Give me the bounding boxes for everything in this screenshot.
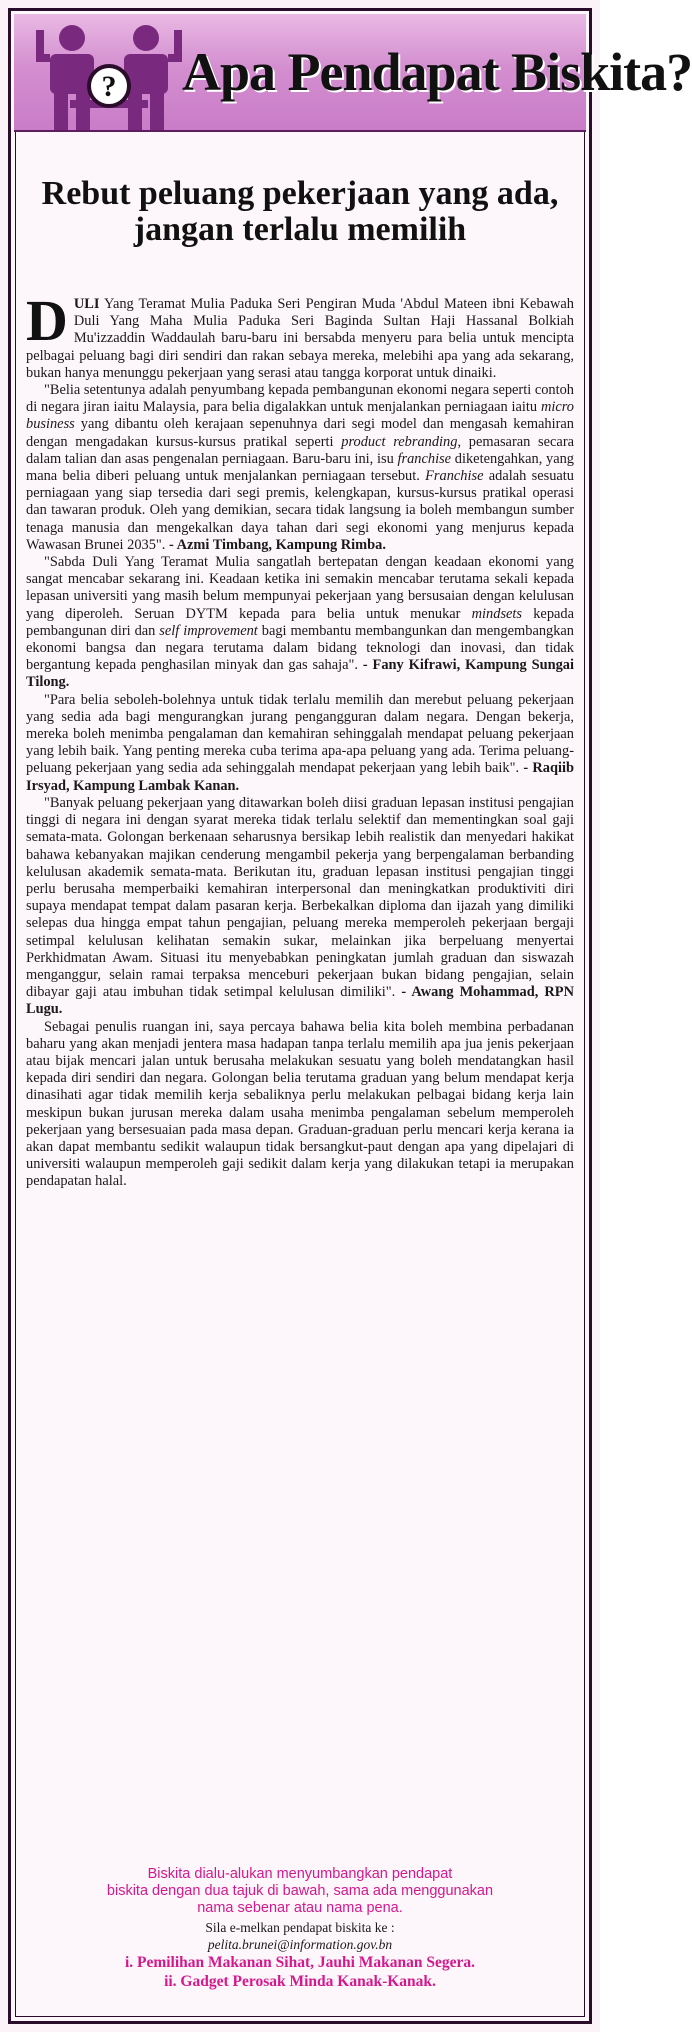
paragraph-1-text: Yang Teramat Mulia Paduka Seri Pengiran Muda 'Abdul Mateen ibni Kebawah Duli Yang Maha Mulia Paduka Seri Baginda Sultan Haji Hassanal Bolkiah Mu'izzaddin Waddaulah baru-baru ini bersabda menyeru para belia untuk mencipta pelbagai peluang bagi diri sendiri dan rakan sebaya mereka, melebihi apa yang ada sekarang, bukan hanya menunggu pekerjaan yang serasi atau tangga korporat untuk dinaiki. [26, 296, 574, 381]
paragraph-2 [26, 382, 574, 554]
article-headline: Rebut peluang pekerjaan yang ada, jangan terlalu memilih [41, 175, 559, 248]
drop-cap: D [26, 288, 68, 353]
paragraph-3 [26, 554, 574, 692]
people-question-icon [34, 20, 184, 132]
paragraph-3-text-a: "Sabda Duli Yang Teramat Mulia sangatlah bertepatan dengan keadaan ekonomi yang sangat mencabar sekarang ini. Keadaan ketika ini semakin mencabar terutama sekali kepada lepasan universiti yang masih belum mempunyai pekerjaan yang bersusaian dengan kelulusan yang diperoleh. Seruan DYTM kepada para belia untuk menukar [26, 554, 574, 622]
submission-footer [30, 1866, 570, 1991]
lead-caps: ULI [73, 296, 100, 312]
svg-text:?: ? [101, 70, 117, 103]
paragraph-2-text-a: "Belia setentunya adalah penyumbang kepada pembangunan ekonomi negara seperti contoh di negara jiran iaitu Malaysia, para belia digalakkan untuk menjalankan perniagaan iaitu [26, 382, 574, 416]
italic-term: product rebranding [341, 433, 458, 450]
topic-1: i. Pemilihan Makanan Sihat, Jauhi Makanan Segera. [124, 1954, 476, 1971]
article-body [26, 288, 574, 1191]
column-title: Apa Pendapat Biskita? [182, 42, 692, 102]
paragraph-4 [26, 692, 574, 795]
invite-line-2: biskita dengan dua tajuk di bawah, sama ada menggunakan [106, 1883, 494, 1899]
paragraph-4-text: "Para belia seboleh-bolehnya untuk tidak terlalu memilih dan merebut peluang pekerjaan yang sedia ada bagi mengurangkan jurang pengangguran dalam negara. Dengan bekerja, mereka boleh menimba pengalaman dan kemahiran sehinggalah mendapat peluang pekerjaan yang lebih baik. Yang penting mereka cuba terima apa-apa peluang yang ada. Terima peluang-peluang pekerjaan yang sedia ada sehinggalah mendapat pekerjaan yang lebih baik". [26, 691, 574, 777]
paragraph-2-text-e: adalah sesuatu perniagaan yang siap tersedia dari segi premis, kelengkapan, kursus-kursus pratikal operasi dan tawaran produk. Oleh yang demikian, secara tidak langsung ia boleh membangun sumber tenaga manusia dan mengekalkan daya tahan dari segi ekonomi yang menjurus kepada Wawasan Brunei 2035". [26, 468, 574, 553]
paragraph-5-text: "Banyak peluang pekerjaan yang ditawarkan boleh diisi graduan lepasan institusi pengajian tinggi di negara ini dengan syarat mereka tidak terlalu selektif dan mementingkan soal gaji semata-mata. Golongan berkenaan seharusnya bersikap lebih realistik dan menyedari hakikat bahawa kebanyakan majikan cenderung mengambil pekerja yang berpengalaman berbanding kelulusan akademik semata-mata. Berikutan itu, graduan lepasan institusi pengajian tinggi perlu berusaha memperbaiki kemahiran interpersonal dan meningkatkan produktiviti diri supaya mendapat tempat dalam pasaran kerja. Berbekalkan diploma dan ijazah yang dimiliki selepas dua hingga empat tahun pengajian, peluang mereka memperoleh pekerjaan bergaji setimpal kelulusan kelihatan semakin sukar, melainkan jika berpeluang menyertai Perkhidmatan Awam. Situasi itu menyebabkan peningkatan jumlah graduan dan siswazah menganggur, selain ramai terpaksa menceburi pekerjaan bukan bidang pengajian, selain dibayar gaji atau imbuhan tidak setimpal kelulusan dimiliki". [26, 794, 574, 1001]
paragraph-2-text-b: yang dibantu oleh kerajaan sepenuhnya dari segi model dan mengasah kemahiran dengan mengadakan kursus-kursus pratikal seperti [26, 416, 574, 450]
author-credit: - Awang Mohammad, RPN Lugu. [26, 984, 574, 1018]
paragraph-6: Sebagai penulis ruangan ini, saya percaya bahawa belia kita boleh membina perbadanan baharu yang akan menjadi jentera masa hadapan tanpa terlalu memilih apa jua jenis pekerjaan atau bijak mencari jalan untuk berusaha melakukan sesuatu yang boleh mendatangkan hasil kepada diri sendiri dan negara. Golongan belia terutama graduan yang belum mendapat kerja dinasihati agar tidak memilih kerja sebaliknya perlu melakukan pelbagai bidang kerja lain meskipun bukan jurusan mereka dalam usaha menimba pengalaman sebelum memperoleh pekerjaan yang bersesuaian pada masa depan. Graduan-graduan perlu mencari kerja kerana ia akan dapat membantu sedikit walaupun tidak bersangkut-paut dengan apa yang dipelajari di universiti walaupun memperoleh gaji sedikit dalam kerja yang dilakukan tetapi ia merupakan pendapatan halal. [26, 1018, 574, 1190]
italic-term: micro business [26, 399, 574, 433]
paragraph-2-text-d: diketengahkan, yang mana belia diberi peluang untuk menjalankan perniagaan tersebut. [26, 450, 574, 485]
paragraph-5 [26, 795, 574, 1019]
author-credit: - Fany Kifrawi, Kampung Sungai Tilong. [26, 657, 574, 691]
invite-line-1: Biskita dialu-alukan menyumbangkan pendapat [147, 1866, 453, 1882]
paragraph-1 [26, 288, 574, 382]
italic-term: mindsets [471, 605, 523, 622]
italic-term: self improvement [159, 622, 258, 639]
italic-term: franchise [397, 450, 452, 467]
invite-line-3: nama sebenar atau nama pena. [197, 1900, 403, 1916]
author-credit: - Azmi Timbang, Kampung Rimba. [169, 536, 386, 553]
paragraph-3-text-b: kepada pembangunan diri dan [26, 605, 574, 639]
paragraph-2-text-c: , pemasaran secara dalam talian dan asas pengenalan perniagaan. Baru-baru ini, isu [26, 433, 574, 467]
italic-term: Franchise [425, 468, 484, 485]
paragraph-3-text-c: bagi membantu membangunkan dan mengembangkan ekonomi bangsa dan negara terutama dalam bidang teknologi dan inovasi, dan tidak bergantung kepada penghasilan minyak dan gas sahaja". [26, 622, 574, 674]
email-label: Sila e-melkan pendapat biskita ke : [205, 1920, 395, 1935]
email-address: pelita.brunei@information.gov.bn [207, 1937, 393, 1952]
column-banner [14, 14, 692, 132]
topic-2: ii. Gadget Perosak Minda Kanak-Kanak. [164, 1973, 436, 1990]
author-credit: - Raqiib Irsyad, Kampung Lambak Kanan. [26, 760, 574, 794]
